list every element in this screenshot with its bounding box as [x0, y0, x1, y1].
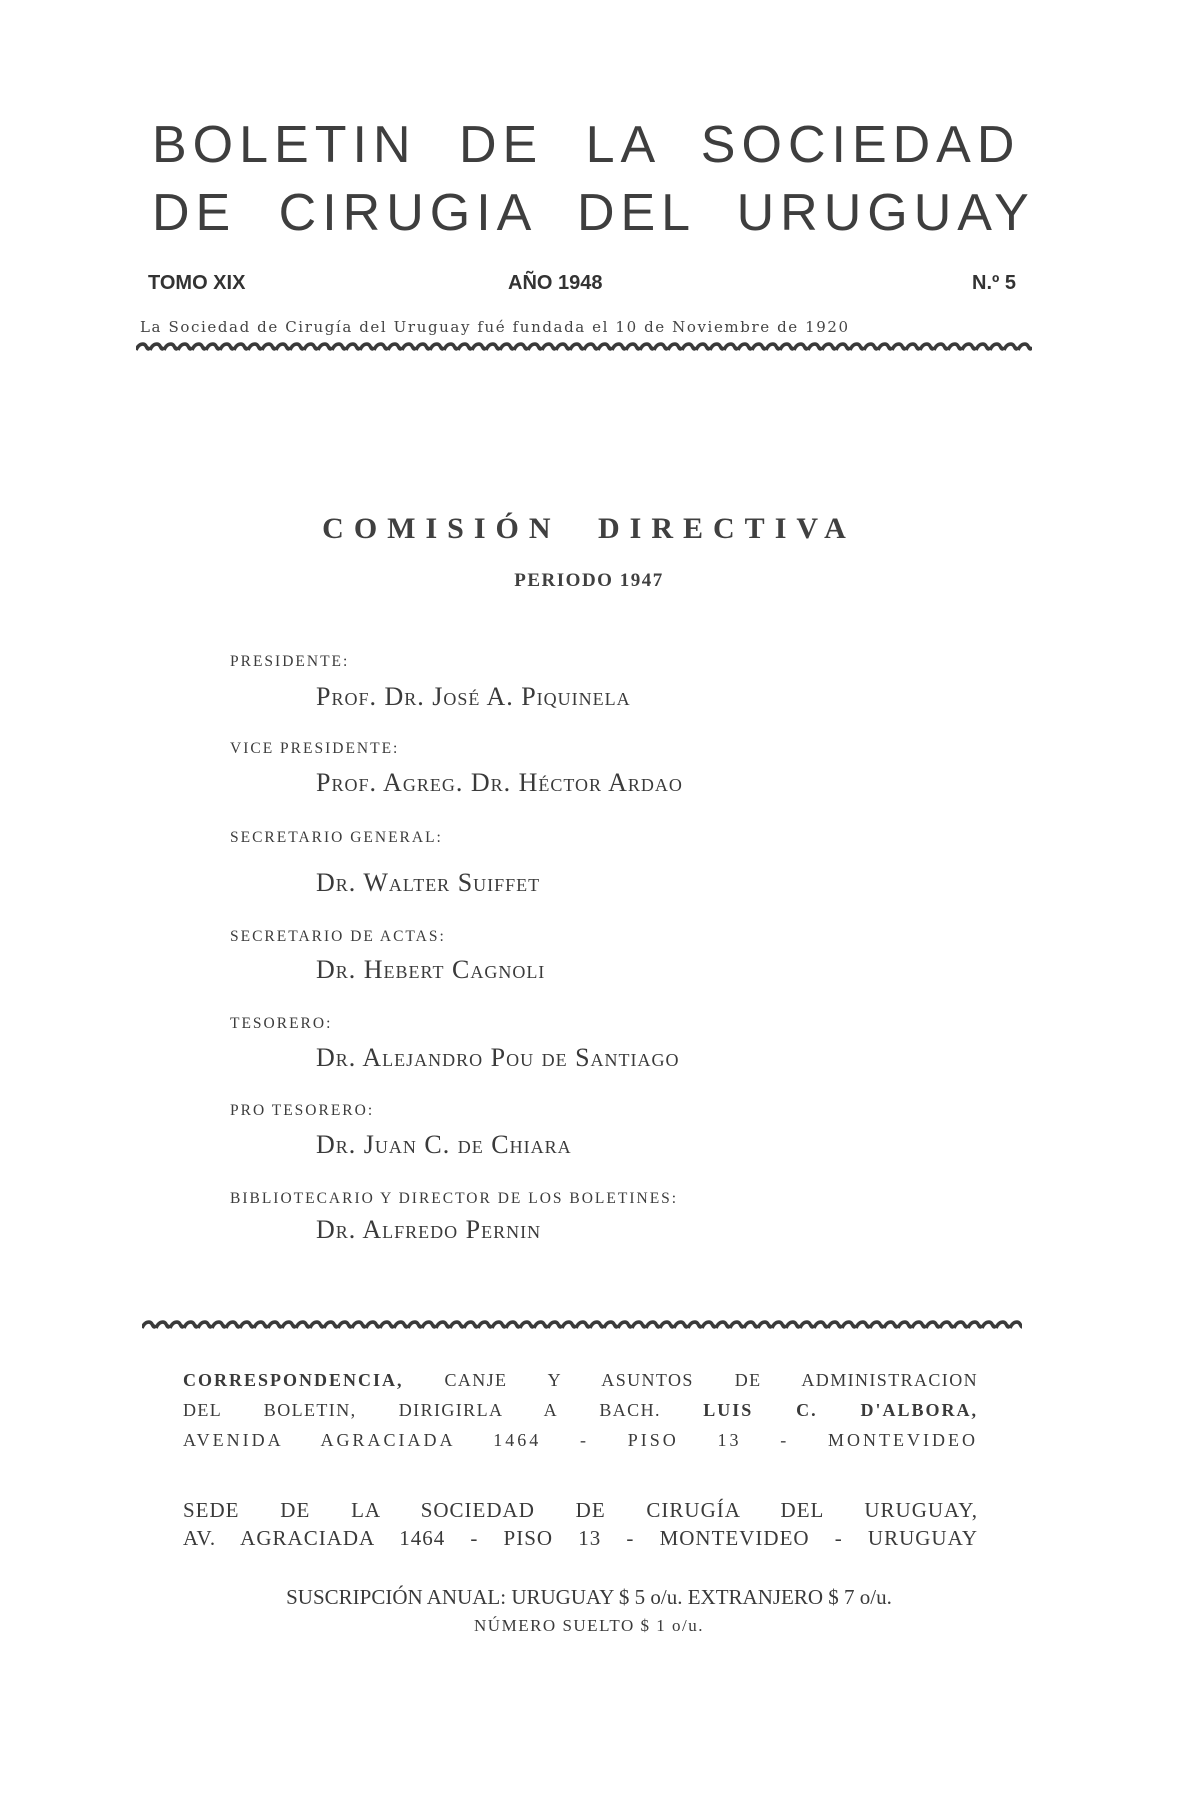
- role-label: VICE PRESIDENTE:: [230, 740, 400, 757]
- wavy-divider-top: [136, 342, 1032, 354]
- role-label: SECRETARIO GENERAL:: [230, 829, 443, 846]
- single-issue-price: NÚMERO SUELTO $ 1 o/u.: [474, 1616, 704, 1635]
- issue-number: N.º 5: [972, 272, 1016, 294]
- correspondence-line1: [183, 1370, 978, 1391]
- member-name: Dr. Juan C. de Chiara: [316, 1130, 572, 1159]
- member-name: Prof. Dr. José A. Piquinela: [316, 682, 631, 711]
- role-label: PRO TESORERO:: [230, 1102, 375, 1119]
- contact-name: LUIS C. D'ALBORA,: [703, 1400, 978, 1420]
- role-label: SECRETARIO DE ACTAS:: [230, 928, 446, 945]
- year-label: AÑO 1948: [508, 272, 603, 294]
- founding-note: La Sociedad de Cirugía del Uruguay fué fundada el 10 de Noviembre de 1920: [140, 318, 850, 336]
- journal-title-line2: DE CIRUGIA DEL URUGUAY: [152, 184, 1035, 242]
- member-name: Dr. Hebert Cagnoli: [316, 955, 546, 984]
- role-label: BIBLIOTECARIO Y DIRECTOR DE LOS BOLETINES:: [230, 1190, 679, 1207]
- period-label: PERIODO 1947: [514, 570, 664, 591]
- member-name: Dr. Alejandro Pou de Santiago: [316, 1043, 680, 1072]
- correspondence-line2: [183, 1400, 978, 1421]
- member-name: Dr. Walter Suiffet: [316, 868, 541, 897]
- member-name: Prof. Agreg. Dr. Héctor Ardao: [316, 768, 683, 797]
- journal-title-line1: BOLETIN DE LA SOCIEDAD: [152, 116, 1021, 174]
- volume-label: TOMO XIX: [148, 272, 246, 294]
- role-label: TESORERO:: [230, 1015, 333, 1032]
- role-label: PRESIDENTE:: [230, 653, 350, 670]
- correspondence-text: CANJE Y ASUNTOS DE ADMINISTRACION: [444, 1370, 978, 1390]
- wavy-divider-bottom: [142, 1320, 1022, 1332]
- correspondence-label: CORRESPONDENCIA,: [183, 1370, 404, 1390]
- headquarters-line1: SEDE DE LA SOCIEDAD DE CIRUGÍA DEL URUGUAY,: [183, 1498, 978, 1522]
- correspondence-text: DEL BOLETIN, DIRIGIRLA A BACH.: [183, 1400, 661, 1420]
- member-name: Dr. Alfredo Pernin: [316, 1215, 542, 1244]
- headquarters-line2: AV. AGRACIADA 1464 - PISO 13 - MONTEVIDEO - URUGUAY: [183, 1526, 978, 1550]
- section-heading: COMISIÓN DIRECTIVA: [322, 512, 856, 545]
- subscription-prices: SUSCRIPCIÓN ANUAL: URUGUAY $ 5 o/u. EXTRANJERO $ 7 o/u.: [286, 1585, 892, 1609]
- correspondence-address: AVENIDA AGRACIADA 1464 - PISO 13 - MONTEVIDEO: [183, 1430, 978, 1450]
